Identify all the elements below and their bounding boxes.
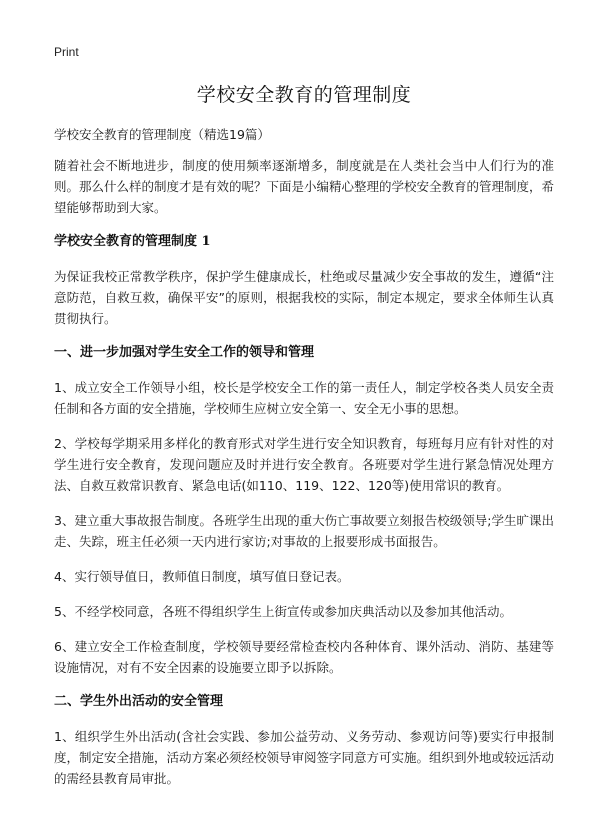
document-title: 学校安全教育的管理制度 <box>196 84 412 106</box>
print-label[interactable]: Print <box>54 45 79 59</box>
part1-item-2: 2、学校每学期采用多样化的教育形式对学生进行安全知识教育，每班每月应有针对性的对学生进行安全教育，发现问题应及时并进行安全教育。各班要对学生进行紧急情况处理方法、自救互救常识教育、紧急电话(如110、119、122、120等)使用常识的教育。 <box>54 436 554 493</box>
intro-paragraph: 随着社会不断地进步，制度的使用频率逐渐增多，制度就是在人类社会当中人们行为的准则。那么什么样的制度才是有效的呢？下面是小编精心整理的学校安全教育的管理制度，希望能够帮助到大家。 <box>54 158 555 215</box>
document-subtitle: 学校安全教育的管理制度（精选19篇） <box>54 127 270 142</box>
part1-item-6: 6、建立安全工作检查制度，学校领导要经常检查校内各种体育、课外活动、消防、基建等设施情况，对有不安全因素的设施要立即予以拆除。 <box>54 639 554 675</box>
part1-item-4: 4、实行领导值日，教师值日制度，填写值日登记表。 <box>54 569 350 584</box>
part2-item-1: 1、组织学生外出活动(含社会实践、参加公益劳动、义务劳动、参观访问等)要实行申报制度，制定安全措施，活动方案必须经校领导审阅签字同意方可实施。组织到外地或较远活动的需经县教育局审批。 <box>54 729 555 786</box>
section-intro-paragraph: 为保证我校正常教学秩序，保护学生健康成长，杜绝或尽量减少安全事故的发生，遵循“注意防范，自救互救，确保平安”的原则，根据我校的实际，制定本规定，要求全体师生认真贯彻执行。 <box>54 269 554 326</box>
part2-heading: 二、学生外出活动的安全管理 <box>54 694 224 709</box>
part1-item-1: 1、成立安全工作领导小组，校长是学校安全工作的第一责任人，制定学校各类人员安全责任制和各方面的安全措施，学校师生应树立安全第一、安全无小事的思想。 <box>54 380 554 416</box>
part1-item-3: 3、建立重大事故报告制度。各班学生出现的重大伤亡事故要立刻报告校级领导;学生旷课出走、失踪，班主任必须一天内进行家访;对事故的上报要形成书面报告。 <box>54 513 554 549</box>
part1-item-5: 5、不经学校同意，各班不得组织学生上街宣传或参加庆典活动以及参加其他活动。 <box>54 604 512 619</box>
part1-heading: 一、进一步加强对学生安全工作的领导和管理 <box>54 345 315 360</box>
section-title: 学校安全教育的管理制度 1 <box>54 234 211 249</box>
